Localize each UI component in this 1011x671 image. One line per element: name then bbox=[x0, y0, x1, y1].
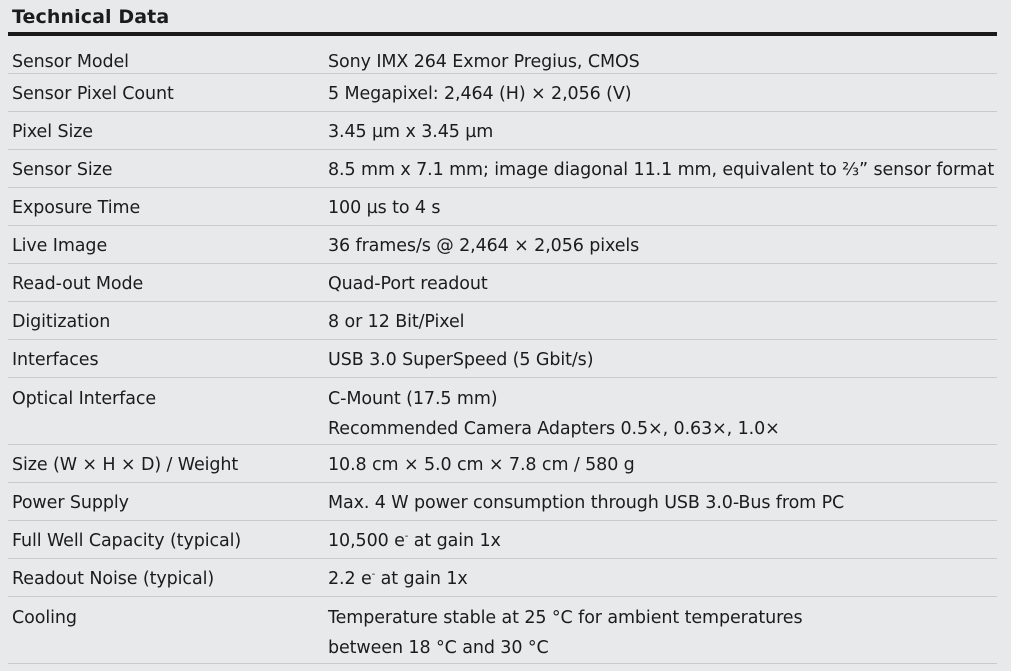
spec-row bbox=[8, 188, 997, 226]
spec-value-line: C-Mount (17.5 mm) bbox=[328, 389, 498, 409]
spec-label: Size (W × H × D) / Weight bbox=[12, 455, 239, 475]
spec-table bbox=[8, 36, 997, 664]
spec-value: 36 frames/s @ 2,464 × 2,056 pixels bbox=[328, 236, 640, 256]
spec-value: 5 Megapixel: 2,464 (H) × 2,056 (V) bbox=[328, 84, 632, 104]
spec-row bbox=[8, 112, 997, 150]
spec-label: Readout Noise (typical) bbox=[12, 569, 215, 589]
spec-value: USB 3.0 SuperSpeed (5 Gbit/s) bbox=[328, 350, 594, 370]
spec-value bbox=[328, 531, 997, 558]
section-header bbox=[8, 0, 997, 36]
spec-value bbox=[328, 384, 997, 444]
spec-label: Pixel Size bbox=[12, 122, 93, 142]
spec-row bbox=[8, 36, 997, 74]
spec-row bbox=[8, 483, 997, 521]
spec-value: Sony IMX 264 Exmor Pregius, CMOS bbox=[328, 52, 640, 72]
spec-row bbox=[8, 302, 997, 340]
spec-row bbox=[8, 74, 997, 112]
spec-label: Optical Interface bbox=[12, 389, 157, 409]
electron-charge-superscript: - bbox=[371, 569, 376, 581]
spec-label: Read-out Mode bbox=[12, 274, 144, 294]
spec-value bbox=[328, 603, 997, 663]
spec-label: Cooling bbox=[12, 608, 77, 628]
spec-row bbox=[8, 445, 997, 483]
spec-value: 8 or 12 Bit/Pixel bbox=[328, 312, 465, 332]
spec-label: Sensor Size bbox=[12, 160, 113, 180]
spec-label: Live Image bbox=[12, 236, 108, 256]
spec-value: Max. 4 W power consumption through USB 3.0-Bus from PC bbox=[328, 493, 845, 513]
spec-row bbox=[8, 264, 997, 302]
spec-label: Full Well Capacity (typical) bbox=[12, 531, 242, 551]
spec-label: Power Supply bbox=[12, 493, 129, 513]
spec-row bbox=[8, 340, 997, 378]
spec-value bbox=[328, 569, 997, 596]
spec-row bbox=[8, 150, 997, 188]
spec-value-text: at gain 1x bbox=[408, 531, 501, 551]
spec-value-line: between 18 °C and 30 °C bbox=[328, 638, 549, 658]
spec-value: 10.8 cm × 5.0 cm × 7.8 cm / 580 g bbox=[328, 455, 635, 475]
spec-row bbox=[8, 559, 997, 597]
spec-label: Interfaces bbox=[12, 350, 99, 370]
spec-row bbox=[8, 597, 997, 664]
spec-value: 100 µs to 4 s bbox=[328, 198, 441, 218]
spec-value-line: Temperature stable at 25 °C for ambient temperatures bbox=[328, 608, 803, 628]
spec-row bbox=[8, 378, 997, 445]
spec-value: Quad-Port readout bbox=[328, 274, 488, 294]
spec-value: 8.5 mm x 7.1 mm; image diagonal 11.1 mm, equivalent to ⅔” sensor format bbox=[328, 160, 995, 180]
spec-value-line: Recommended Camera Adapters 0.5×, 0.63×, 1.0× bbox=[328, 419, 780, 439]
spec-label: Digitization bbox=[12, 312, 111, 332]
spec-value: 3.45 µm x 3.45 µm bbox=[328, 122, 494, 142]
spec-label: Sensor Pixel Count bbox=[12, 84, 174, 104]
electron-charge-superscript: - bbox=[404, 531, 409, 543]
spec-value-text: 10,500 e bbox=[328, 531, 405, 551]
spec-label: Sensor Model bbox=[12, 52, 129, 72]
spec-row bbox=[8, 521, 997, 559]
spec-value-text: 2.2 e bbox=[328, 569, 372, 589]
section-title: Technical Data bbox=[12, 6, 170, 28]
spec-value-text: at gain 1x bbox=[375, 569, 468, 589]
spec-label: Exposure Time bbox=[12, 198, 141, 218]
spec-row bbox=[8, 226, 997, 264]
